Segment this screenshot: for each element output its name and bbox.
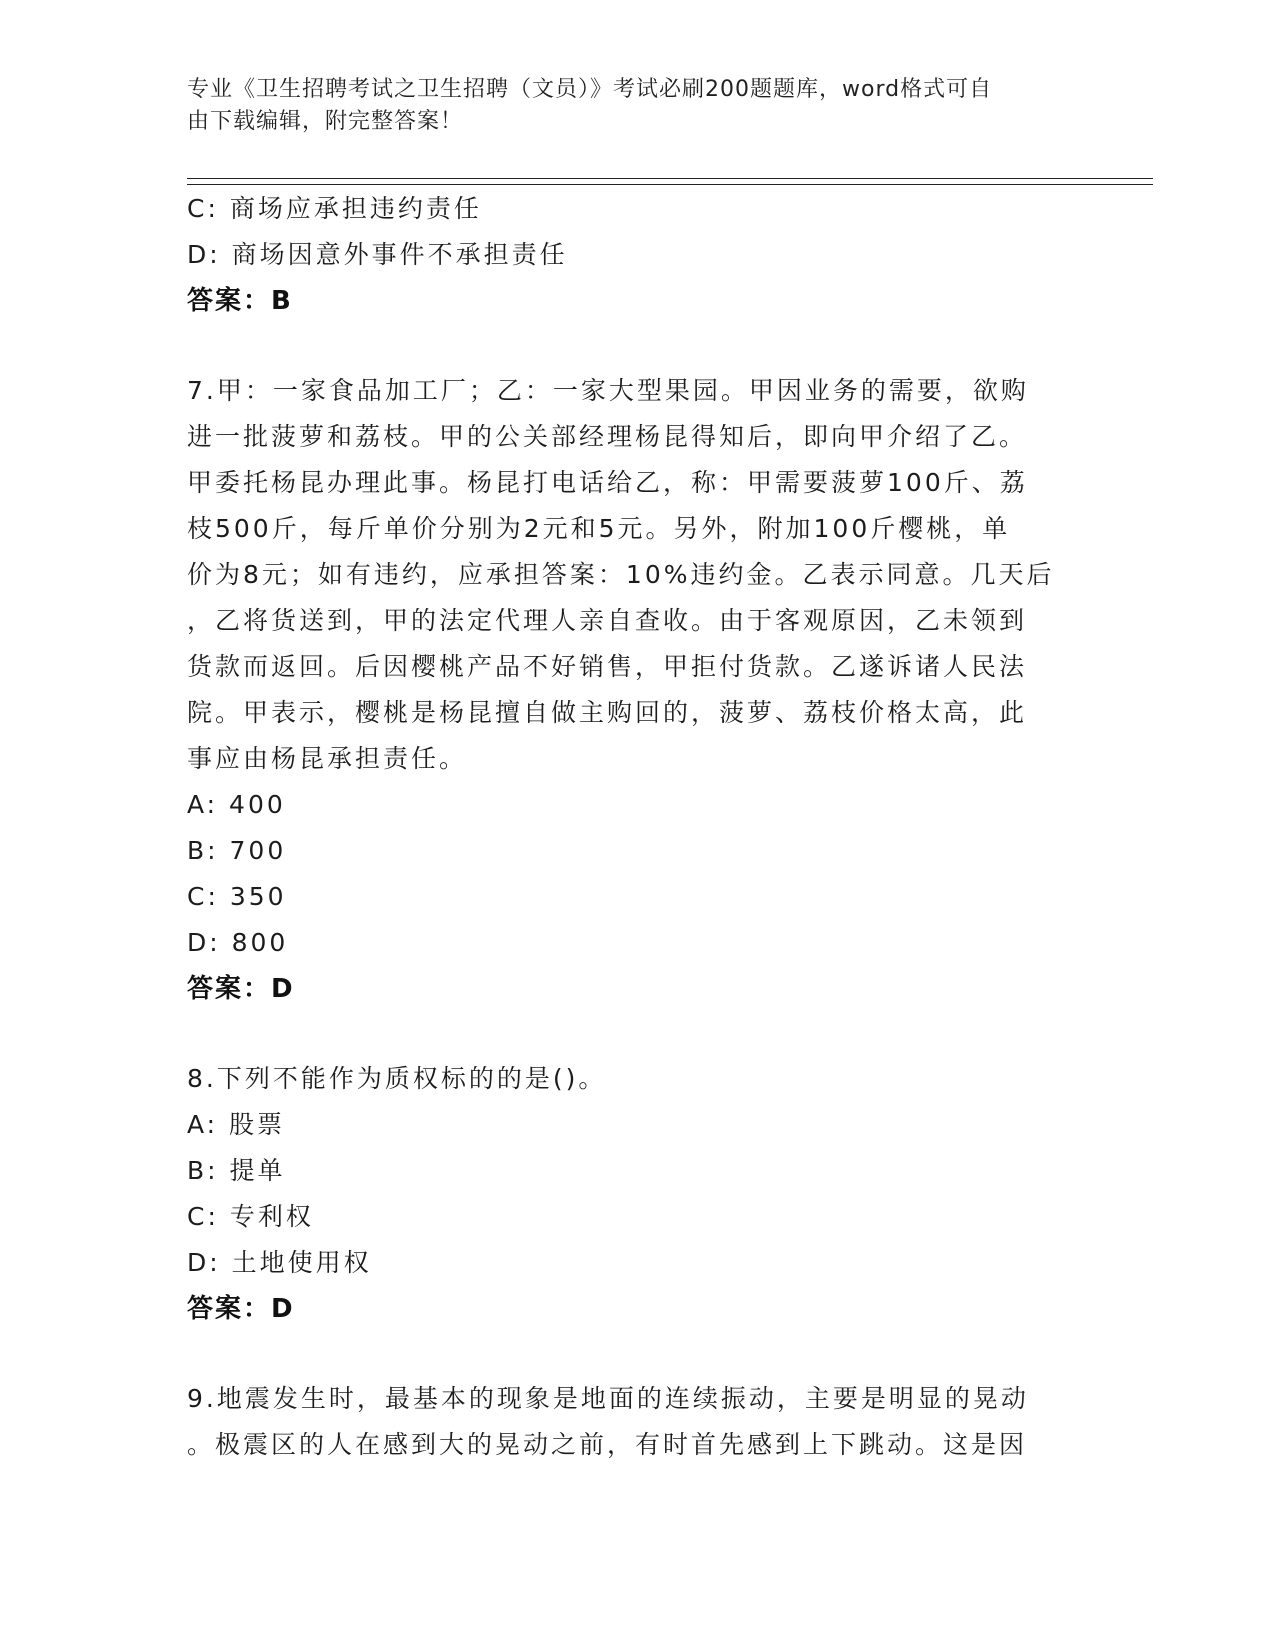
header-line-1: 专业《卫生招聘考试之卫生招聘（文员）》考试必刷200题题库，word格式可自	[187, 77, 993, 102]
question-stem-line: 9.地震发生时，最基本的现象是地面的连续振动，主要是明显的晃动	[187, 1384, 1029, 1413]
header-line-2: 由下载编辑，附完整答案！	[187, 109, 464, 134]
option-d: D: 土地使用权	[187, 1248, 372, 1277]
option-b: B: 提单	[187, 1156, 286, 1185]
question-stem-line: 。极震区的人在感到大的晃动之前，有时首先感到上下跳动。这是因	[187, 1430, 1028, 1459]
option-d: D: 800	[187, 928, 289, 957]
question-stem-line: 枝500斤，每斤单价分别为2元和5元。另外，附加100斤樱桃，单	[187, 514, 1011, 543]
answer-label: 答案：D	[187, 1294, 295, 1324]
question-stem-line: 甲委托杨昆办理此事。杨昆打电话给乙，称：甲需要菠萝100斤、荔	[187, 468, 1028, 497]
option-a: A: 400	[187, 790, 286, 819]
question-7	[187, 368, 1087, 1012]
header-divider-bottom	[187, 184, 1153, 185]
question-stem-line: 价为8元；如有违约，应承担答案：10%违约金。乙表示同意。几天后	[187, 560, 1055, 589]
question-6-tail	[187, 186, 1087, 324]
question-stem-line: 事应由杨昆承担责任。	[187, 744, 468, 773]
answer-label: 答案：D	[187, 974, 295, 1004]
option-c: C: 专利权	[187, 1202, 314, 1231]
header-divider-top	[187, 178, 1153, 179]
question-stem-line: 货款而返回。后因樱桃产品不好销售，甲拒付货款。乙遂诉诸人民法	[187, 652, 1028, 681]
spacer	[187, 1332, 1087, 1376]
option-a: A: 股票	[187, 1110, 286, 1139]
spacer	[187, 324, 1087, 368]
question-8	[187, 1056, 1087, 1332]
option-d: D: 商场因意外事件不承担责任	[187, 240, 568, 269]
answer-label: 答案：B	[187, 286, 293, 316]
question-stem-line: 7.甲：一家食品加工厂；乙：一家大型果园。甲因业务的需要，欲购	[187, 376, 1029, 405]
question-stem-line: 进一批菠萝和荔枝。甲的公关部经理杨昆得知后，即向甲介绍了乙。	[187, 422, 1028, 451]
question-9	[187, 1376, 1087, 1468]
option-b: B: 700	[187, 836, 287, 865]
option-c: C: 350	[187, 882, 287, 911]
question-stem: 8.下列不能作为质权标的的是()。	[187, 1064, 607, 1093]
question-stem-line: 院。甲表示，樱桃是杨昆擅自做主购回的，菠萝、荔枝价格太高，此	[187, 698, 1028, 727]
spacer	[187, 1012, 1087, 1056]
document-header	[187, 74, 1067, 138]
question-stem-line: ，乙将货送到，甲的法定代理人亲自查收。由于客观原因，乙未领到	[187, 606, 1028, 635]
option-c: C: 商场应承担违约责任	[187, 194, 482, 223]
document-body	[187, 186, 1087, 1468]
